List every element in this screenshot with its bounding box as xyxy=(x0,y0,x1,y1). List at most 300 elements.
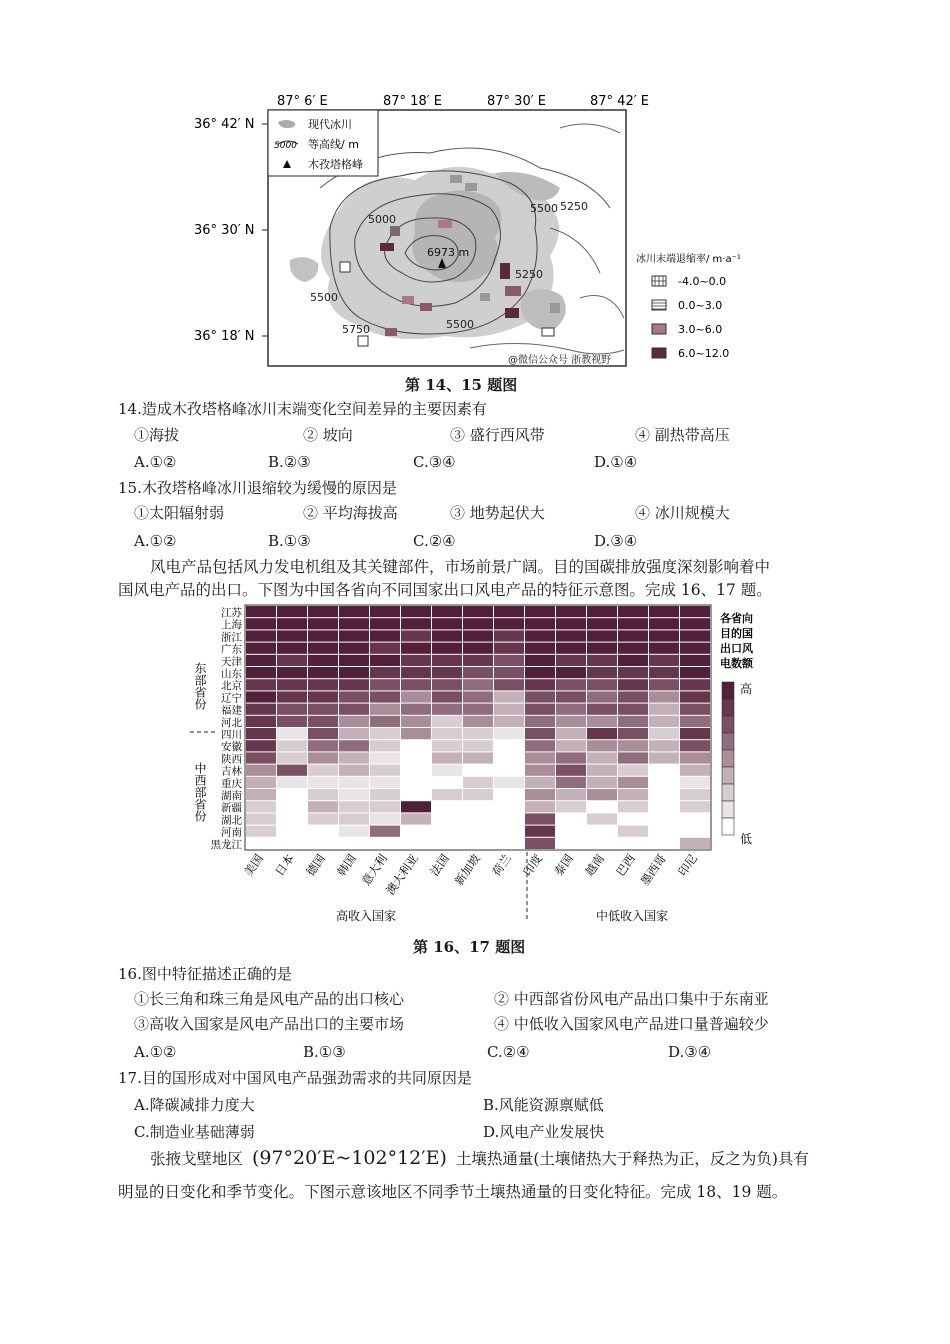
contour-label: 5500 xyxy=(446,318,474,331)
heatmap-cell xyxy=(556,679,586,690)
q14-option[interactable]: A.①② xyxy=(134,453,177,471)
heatmap-cell xyxy=(277,826,307,837)
heatmap-cell xyxy=(587,826,617,837)
heatmap-cell xyxy=(401,740,431,751)
heatmap-cell xyxy=(308,679,338,690)
heatmap-cell xyxy=(680,777,710,788)
legend-low-label: 低 xyxy=(740,832,753,846)
heatmap-cell xyxy=(432,801,462,812)
peak-label: 6973 m xyxy=(427,246,470,259)
heatmap-cell xyxy=(618,801,648,812)
heatmap-cell xyxy=(556,655,586,666)
heatmap-cell xyxy=(463,679,493,690)
heatmap-cell xyxy=(308,789,338,800)
heatmap-cell xyxy=(525,643,555,654)
heatmap-cell xyxy=(401,765,431,776)
province-label: 天津 xyxy=(221,655,242,668)
province-label: 河北 xyxy=(221,716,242,729)
heatmap-cell xyxy=(587,801,617,812)
heatmap-cell xyxy=(277,630,307,641)
rate-legend-title: 冰川末端退缩率/ m·a⁻¹ xyxy=(636,254,741,265)
heatmap-cell xyxy=(525,826,555,837)
heatmap-cell xyxy=(494,630,524,641)
legend-contour: 等高线/ m xyxy=(308,138,359,151)
country-label: 荷兰 xyxy=(489,851,514,879)
province-label: 陕西 xyxy=(221,753,242,766)
heatmap-cell xyxy=(494,655,524,666)
province-label: 浙江 xyxy=(221,631,242,644)
heatmap-cell xyxy=(463,618,493,629)
heatmap-cell xyxy=(494,752,524,763)
heatmap-cell xyxy=(587,704,617,715)
heatmap-cell xyxy=(556,728,586,739)
country-label: 德国 xyxy=(303,851,328,879)
q15-option[interactable]: D.③④ xyxy=(594,532,638,550)
group-high-label: 高收入国家 xyxy=(336,909,397,923)
heatmap-cell xyxy=(556,704,586,715)
heatmap-cell xyxy=(339,606,369,617)
heatmap-cell xyxy=(680,606,710,617)
heatmap-cell xyxy=(401,643,431,654)
heatmap-cell xyxy=(277,716,307,727)
heatmap-cell xyxy=(277,667,307,678)
province-label: 安徽 xyxy=(221,741,242,754)
heatmap-cell xyxy=(432,838,462,849)
heatmap-cell xyxy=(556,765,586,776)
heatmap-cell xyxy=(618,606,648,617)
country-label: 美国 xyxy=(241,851,266,879)
heatmap-cell xyxy=(308,740,338,751)
heatmap-cell xyxy=(556,691,586,702)
heatmap-cell xyxy=(432,630,462,641)
province-label: 黑龙江 xyxy=(210,838,242,851)
heatmap-cell xyxy=(246,789,276,800)
heatmap-cell xyxy=(370,740,400,751)
heatmap-cell xyxy=(339,643,369,654)
q17-option[interactable]: A.降碳减排力度大 xyxy=(134,1096,255,1114)
heatmap-cell xyxy=(680,655,710,666)
heatmap-cell xyxy=(494,728,524,739)
heatmap-cell xyxy=(277,813,307,824)
heatmap-cell xyxy=(401,728,431,739)
heatmap-cell xyxy=(463,704,493,715)
heatmap-cell xyxy=(494,838,524,849)
q16-option[interactable]: B.①③ xyxy=(303,1043,346,1061)
country-label: 意大利 xyxy=(358,851,390,888)
q17-option[interactable]: D.风电产业发展快 xyxy=(483,1123,605,1141)
country-label: 日本 xyxy=(272,851,297,879)
heatmap-cell xyxy=(494,691,524,702)
heatmap-cell xyxy=(525,752,555,763)
legend-swatch xyxy=(722,750,734,767)
heatmap-cell xyxy=(587,789,617,800)
heatmap-caption: 第 16、17 题图 xyxy=(413,938,526,956)
heatmap-cell xyxy=(246,655,276,666)
q14-option[interactable]: B.②③ xyxy=(268,453,311,471)
heatmap-cell xyxy=(680,789,710,800)
heatmap-cell xyxy=(308,643,338,654)
country-label: 巴西 xyxy=(613,851,638,879)
heatmap-cell xyxy=(339,752,369,763)
heatmap-cell xyxy=(494,704,524,715)
heatmap-cell xyxy=(308,826,338,837)
heatmap-cell xyxy=(308,765,338,776)
heatmap-cell xyxy=(680,667,710,678)
heatmap-cell xyxy=(463,801,493,812)
heatmap-cell xyxy=(463,777,493,788)
heatmap-cell xyxy=(649,728,679,739)
heatmap-cell xyxy=(246,618,276,629)
heatmap-cell xyxy=(649,667,679,678)
heatmap-cell xyxy=(680,765,710,776)
heatmap-cell xyxy=(339,704,369,715)
heatmap-cell xyxy=(649,765,679,776)
heatmap-cell xyxy=(525,655,555,666)
heatmap-cell xyxy=(432,789,462,800)
heatmap-cell xyxy=(525,667,555,678)
province-label: 福建 xyxy=(221,704,242,717)
heatmap-cell xyxy=(370,838,400,849)
heatmap-cell xyxy=(556,667,586,678)
heatmap-cell xyxy=(339,826,369,837)
country-label: 法国 xyxy=(427,851,452,879)
heatmap-cell xyxy=(494,716,524,727)
heatmap-cell xyxy=(277,789,307,800)
heatmap-cell xyxy=(649,789,679,800)
heatmap-cell xyxy=(525,679,555,690)
legend-swatch xyxy=(722,716,734,733)
heatmap-cell xyxy=(432,704,462,715)
province-label: 吉林 xyxy=(221,765,242,778)
heatmap-cell xyxy=(587,740,617,751)
province-label: 湖北 xyxy=(221,814,242,827)
glacier-map xyxy=(190,88,770,378)
contour-label: 5500 xyxy=(310,291,338,304)
heatmap-cell xyxy=(339,630,369,641)
heatmap-cell xyxy=(618,789,648,800)
q14-stem: 14.造成木孜塔格峰冰川末端变化空间差异的主要因素有 xyxy=(118,400,487,418)
heatmap-cell xyxy=(587,838,617,849)
q16-stem: 16.图中特征描述正确的是 xyxy=(118,965,292,983)
heatmap-cell xyxy=(494,618,524,629)
country-label: 泰国 xyxy=(551,851,576,879)
heatmap-cell xyxy=(370,704,400,715)
heatmap-cell xyxy=(649,704,679,715)
heatmap-cell xyxy=(587,679,617,690)
heatmap-cell xyxy=(308,691,338,702)
heatmap-cell xyxy=(370,643,400,654)
heatmap-cell xyxy=(370,667,400,678)
map-top-label: 87° 42′ E xyxy=(590,94,650,109)
rate-item: 3.0~6.0 xyxy=(678,323,723,336)
heatmap-cell xyxy=(370,826,400,837)
map-top-label: 87° 6′ E xyxy=(277,94,328,109)
heatmap-cell xyxy=(401,655,431,666)
heatmap-cell xyxy=(246,667,276,678)
heatmap-cell xyxy=(649,655,679,666)
heatmap-chart xyxy=(186,602,766,932)
heatmap-cell xyxy=(556,643,586,654)
q16-item: ② 中西部省份风电产品出口集中于东南亚 xyxy=(494,990,769,1008)
map-caption: 第 14、15 题图 xyxy=(405,376,518,394)
heatmap-cell xyxy=(649,826,679,837)
q14-item: ④ 副热带高压 xyxy=(635,426,730,444)
heatmap-cell xyxy=(525,618,555,629)
heatmap-cell xyxy=(401,679,431,690)
legend-high-label: 高 xyxy=(740,682,753,696)
heatmap-cell xyxy=(401,716,431,727)
heatmap-cell xyxy=(463,606,493,617)
heatmap-cell xyxy=(649,691,679,702)
q14-option[interactable]: C.③④ xyxy=(413,453,456,471)
heatmap-cell xyxy=(618,679,648,690)
map-top-label: 87° 30′ E xyxy=(487,94,547,109)
heatmap-cell xyxy=(463,789,493,800)
heatmap-cell xyxy=(556,826,586,837)
province-label: 四川 xyxy=(221,729,242,741)
q16-item: ④ 中低收入国家风电产品进口量普遍较少 xyxy=(494,1015,769,1033)
heatmap-cell xyxy=(680,643,710,654)
heatmap-cell xyxy=(525,606,555,617)
country-label: 印尼 xyxy=(675,851,700,879)
heatmap-cell xyxy=(587,667,617,678)
heatmap-cell xyxy=(618,655,648,666)
q16-option[interactable]: C.②④ xyxy=(487,1043,530,1061)
heatmap-cell xyxy=(494,826,524,837)
heatmap-cell xyxy=(618,618,648,629)
intro2-line1 xyxy=(150,1146,809,1172)
legend-title-line: 目的国 xyxy=(720,627,753,640)
contour-label: 5500 xyxy=(530,202,558,215)
heatmap-cell xyxy=(401,826,431,837)
q17-option[interactable]: C.制造业基础薄弱 xyxy=(134,1123,255,1141)
heatmap-cell xyxy=(525,813,555,824)
heatmap-cell xyxy=(680,716,710,727)
heatmap-cell xyxy=(339,618,369,629)
heatmap-cell xyxy=(587,765,617,776)
heatmap-cell xyxy=(370,752,400,763)
country-label: 印度 xyxy=(520,851,545,879)
legend-swatch xyxy=(722,733,734,750)
heatmap-cell xyxy=(432,606,462,617)
heatmap-cell xyxy=(308,655,338,666)
rate-item: 0.0~3.0 xyxy=(678,299,723,312)
q14-item: ② 坡向 xyxy=(303,426,353,444)
heatmap-cell xyxy=(339,740,369,751)
heatmap-cell xyxy=(649,606,679,617)
heatmap-cell xyxy=(277,679,307,690)
heatmap-cell xyxy=(618,740,648,751)
heatmap-cell xyxy=(463,667,493,678)
heatmap-cell xyxy=(308,618,338,629)
q15-option[interactable]: A.①② xyxy=(134,532,177,550)
heatmap-cell xyxy=(649,838,679,849)
heatmap-cell xyxy=(556,618,586,629)
q15-stem: 15.木孜塔格峰冰川退缩较为缓慢的原因是 xyxy=(118,479,397,497)
heatmap-cell xyxy=(432,618,462,629)
heatmap-cell xyxy=(277,740,307,751)
heatmap-cell xyxy=(246,765,276,776)
heatmap-cell xyxy=(308,801,338,812)
q14-item: ③ 盛行西风带 xyxy=(450,426,545,444)
heatmap-cell xyxy=(370,716,400,727)
legend-swatch xyxy=(722,784,734,801)
province-label: 新疆 xyxy=(221,802,242,815)
heatmap-cell xyxy=(432,765,462,776)
heatmap-cell xyxy=(649,716,679,727)
heatmap-cell xyxy=(246,826,276,837)
map-watermark: @微信公众号 浙教视野 xyxy=(508,355,612,366)
heatmap-cell xyxy=(463,630,493,641)
heatmap-cell xyxy=(649,679,679,690)
heatmap-cell xyxy=(618,704,648,715)
heatmap-cell xyxy=(618,716,648,727)
heatmap-cell xyxy=(463,655,493,666)
heatmap-cell xyxy=(556,838,586,849)
map-left-label: 36° 18′ N xyxy=(194,329,255,344)
heatmap-cell xyxy=(246,716,276,727)
country-label: 韩国 xyxy=(334,851,359,879)
heatmap-cell xyxy=(618,813,648,824)
group-low-label: 中低收入国家 xyxy=(596,909,669,923)
country-label: 澳大利亚 xyxy=(383,851,421,898)
heatmap-cell xyxy=(463,728,493,739)
heatmap-cell xyxy=(494,606,524,617)
heatmap-cell xyxy=(680,801,710,812)
heatmap-cell xyxy=(556,813,586,824)
heatmap-cell xyxy=(246,752,276,763)
heatmap-cell xyxy=(494,789,524,800)
heatmap-cell xyxy=(525,789,555,800)
q16-option[interactable]: D.③④ xyxy=(668,1043,712,1061)
heatmap-cell xyxy=(277,606,307,617)
heatmap-cell xyxy=(587,606,617,617)
legend-contour-value: 5000 xyxy=(274,141,297,151)
heatmap-cell xyxy=(649,777,679,788)
heatmap-cell xyxy=(308,728,338,739)
heatmap-cell xyxy=(246,728,276,739)
heatmap-cell xyxy=(339,813,369,824)
legend-swatch xyxy=(722,818,734,835)
legend-swatch xyxy=(722,801,734,818)
heatmap-cell xyxy=(556,752,586,763)
heatmap-cell xyxy=(680,813,710,824)
heatmap-cell xyxy=(618,777,648,788)
heatmap-cell xyxy=(277,643,307,654)
province-label: 湖南 xyxy=(221,790,242,802)
heatmap-cell xyxy=(432,679,462,690)
heatmap-cell xyxy=(339,765,369,776)
heatmap-cell xyxy=(680,838,710,849)
heatmap-cell xyxy=(277,655,307,666)
heatmap-cell xyxy=(618,691,648,702)
heatmap-cell xyxy=(649,618,679,629)
heatmap-cell xyxy=(370,765,400,776)
heatmap-cell xyxy=(556,630,586,641)
q15-item: ③ 地势起伏大 xyxy=(450,504,545,522)
heatmap-cell xyxy=(432,813,462,824)
heatmap-cell xyxy=(246,838,276,849)
heatmap-cell xyxy=(246,777,276,788)
heatmap-cell xyxy=(587,813,617,824)
legend-title-line: 各省向 xyxy=(720,612,753,625)
province-label: 辽宁 xyxy=(221,692,242,705)
heatmap-cell xyxy=(277,752,307,763)
map-left-label: 36° 42′ N xyxy=(194,117,255,132)
heatmap-cell xyxy=(618,752,648,763)
country-label: 越南 xyxy=(582,851,607,879)
heatmap-cell xyxy=(339,667,369,678)
heatmap-cell xyxy=(680,618,710,629)
heatmap-cell xyxy=(525,630,555,641)
contour-label: 5000 xyxy=(368,213,396,226)
group-west-label: 中西部省份 xyxy=(193,762,207,822)
heatmap-cell xyxy=(525,777,555,788)
heatmap-figure xyxy=(186,602,766,932)
heatmap-cell xyxy=(649,813,679,824)
heatmap-cell xyxy=(525,704,555,715)
province-label: 河南 xyxy=(221,826,242,839)
rate-item: -4.0~0.0 xyxy=(678,275,727,288)
q17-stem: 17.目的国形成对中国风电产品强劲需求的共同原因是 xyxy=(118,1069,472,1087)
q15-item: ② 平均海拔高 xyxy=(303,504,398,522)
heatmap-cell xyxy=(401,606,431,617)
heatmap-cell xyxy=(680,752,710,763)
heatmap-cell xyxy=(370,655,400,666)
q15-option[interactable]: B.①③ xyxy=(268,532,311,550)
heatmap-cell xyxy=(587,716,617,727)
heatmap-cell xyxy=(525,765,555,776)
q15-option[interactable]: C.②④ xyxy=(413,532,456,550)
heatmap-cell xyxy=(494,801,524,812)
q16-option[interactable]: A.①② xyxy=(134,1043,177,1061)
heatmap-cell xyxy=(587,691,617,702)
heatmap-cell xyxy=(308,813,338,824)
heatmap-cell xyxy=(339,679,369,690)
heatmap-cell xyxy=(432,777,462,788)
intro1-line2: 国风电产品的出口。下图为中国各省向不同国家出口风电产品的特征示意图。完成 16、17 题。 xyxy=(118,581,772,599)
heatmap-cell xyxy=(308,606,338,617)
heatmap-cell xyxy=(556,789,586,800)
heatmap-cell xyxy=(525,716,555,727)
heatmap-cell xyxy=(401,813,431,824)
q17-option[interactable]: B.风能资源禀赋低 xyxy=(483,1096,604,1114)
heatmap-cell xyxy=(246,630,276,641)
heatmap-cell xyxy=(401,691,431,702)
q14-option[interactable]: D.①④ xyxy=(594,453,638,471)
heatmap-cell xyxy=(401,667,431,678)
heatmap-cell xyxy=(277,704,307,715)
q16-item: ①长三角和珠三角是风电产品的出口核心 xyxy=(134,990,405,1008)
heatmap-cell xyxy=(463,716,493,727)
intro2-pre: 张掖戈壁地区 xyxy=(150,1150,244,1168)
heatmap-cell xyxy=(680,679,710,690)
q15-item: ①太阳辐射弱 xyxy=(134,504,225,522)
heatmap-cell xyxy=(246,801,276,812)
heatmap-cell xyxy=(587,752,617,763)
contour-label: 5250 xyxy=(560,200,588,213)
legend-swatch xyxy=(722,699,734,716)
intro1-line1: 风电产品包括风力发电机组及其关键部件，市场前景广阔。目的国碳排放强度深刻影响着中 xyxy=(150,558,771,576)
heatmap-cell xyxy=(494,643,524,654)
heatmap-cell xyxy=(463,813,493,824)
heatmap-cell xyxy=(308,777,338,788)
heatmap-cell xyxy=(525,728,555,739)
heatmap-cell xyxy=(556,777,586,788)
heatmap-cell xyxy=(339,728,369,739)
province-label: 广东 xyxy=(221,643,242,656)
heatmap-cell xyxy=(246,691,276,702)
